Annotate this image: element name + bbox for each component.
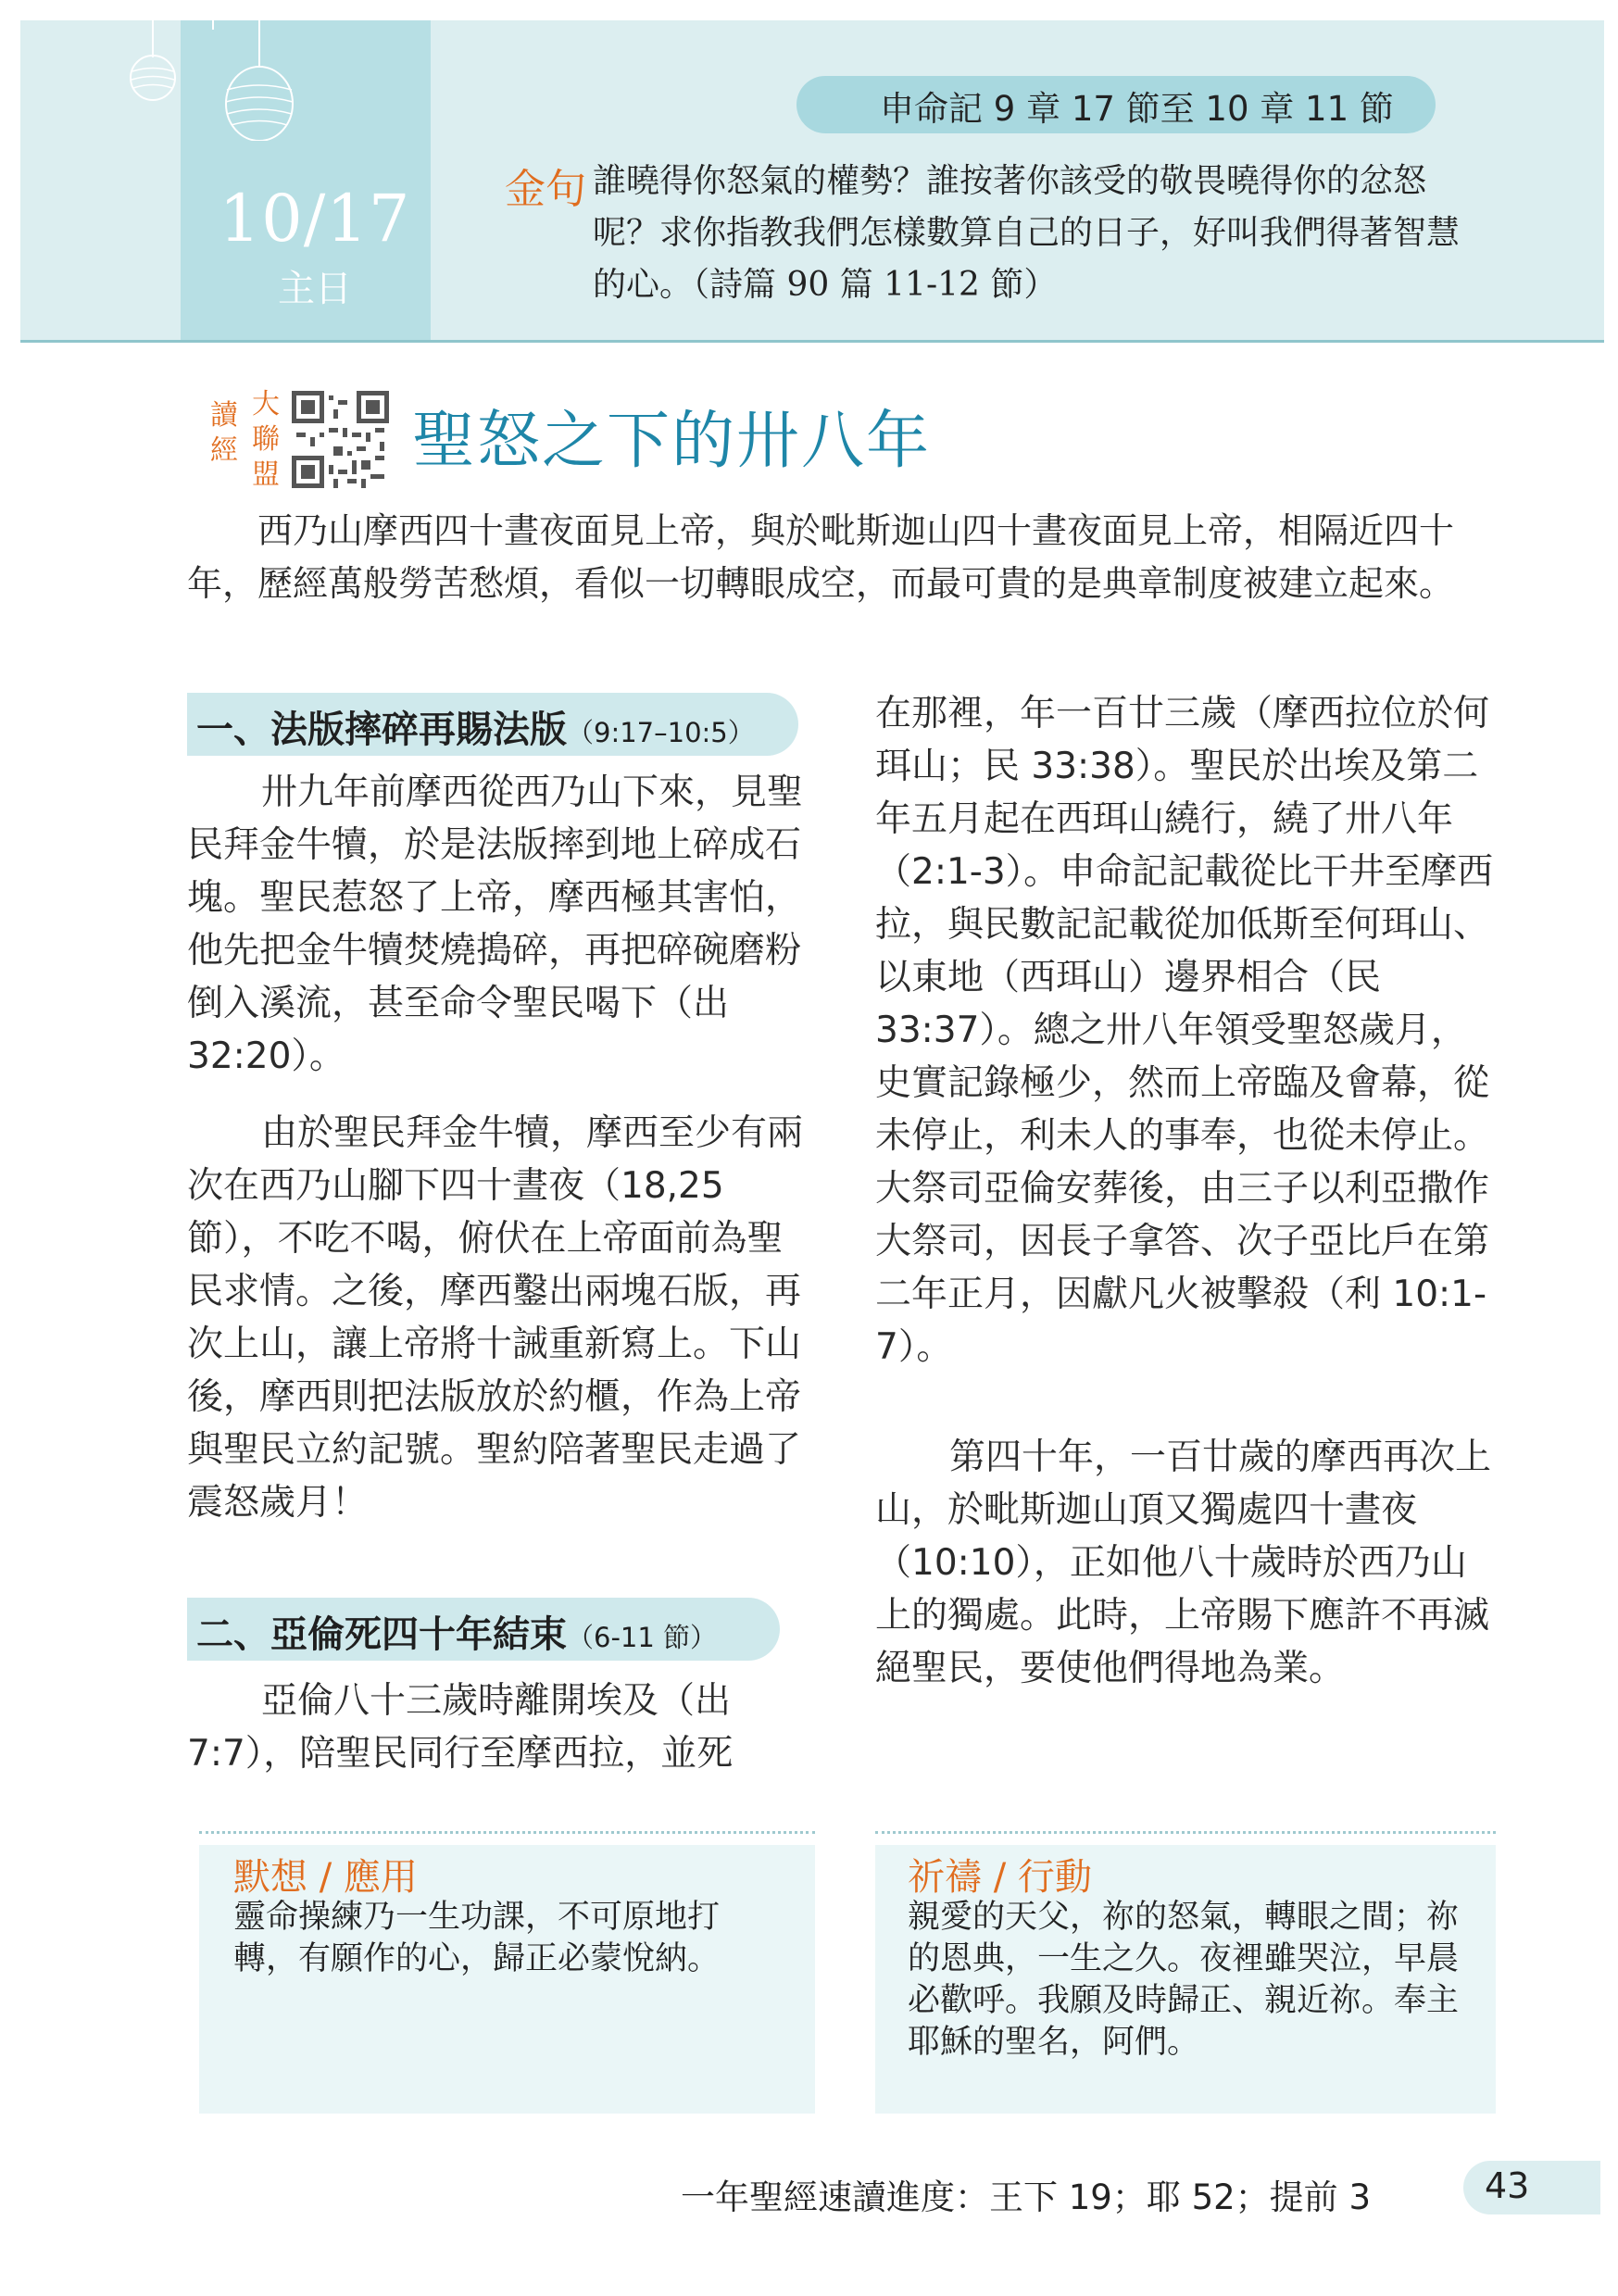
section2-paragraph-1-continued: 在那裡，年一百廿三歲（摩西拉位於何珥山；民 33:38）。聖民於出埃及第二年五月起在西珥山繞行，繞了卅八年（2:1-3）。申命記記載從比干井至摩西拉，與民數記記載從加低斯至何珥山、以東地（西珥山）邊界相合（民 33:37）。總之卅八年領受聖怒歲月，史實記錄極少，然而上帝臨及會幕，從未停止，利未人的事奉，也從未停止。大祭司亞倫安葬後，由三子以利亞撒作大祭司，因長子拿答、次子亞比戶在第二年正月，因獻凡火被擊殺（利 10:1-7）。 bbox=[875, 693, 1494, 1368]
section1-ref: （9:17–10:5） bbox=[567, 717, 755, 748]
section2-paragraph-2: 第四十年，一百廿歲的摩西再次上山，於毗斯迦山頂又獨處四十晝夜（10:10），正如他八十歲時於西乃山上的獨處。此時，上帝賜下應許不再滅絕聖民，要使他們得地為業。 bbox=[875, 1437, 1492, 1689]
day-label: 主日 bbox=[278, 268, 352, 310]
section2-paragraph-1-start: 亞倫八十三歲時離開埃及（出 7:7），陪聖民同行至摩西拉，並死 bbox=[187, 1680, 734, 1775]
side-label-league: 大聯盟 bbox=[252, 388, 280, 491]
qr-code-icon bbox=[292, 391, 389, 488]
prayer-text: 親愛的天父，祢的怒氣，轉眼之間；祢的恩典，一生之久。夜裡雖哭泣，早晨必歡呼。我願及時歸正、親近祢。奉主耶穌的聖名，阿們。 bbox=[908, 1899, 1460, 2061]
section2-title: 二、亞倫死四十年結束（6-11 節） bbox=[196, 1613, 718, 1656]
section2-ref: （6-11 節） bbox=[567, 1622, 718, 1653]
prayer-title: 祈禱 / 行動 bbox=[908, 1856, 1092, 1899]
intro-paragraph: 西乃山摩西四十晝夜面見上帝，與於毗斯迦山四十晝夜面見上帝，相隔近四十年，歷經萬般勞苦愁煩，看似一切轉眼成空，而最可貴的是典章制度被建立起來。 bbox=[187, 510, 1455, 604]
page-number: 43 bbox=[1485, 2165, 1530, 2206]
lantern-decoration-icon bbox=[130, 20, 333, 141]
prayer-divider bbox=[875, 1831, 1496, 1834]
meditation-text: 靈命操練乃一生功課，不可原地打轉，有願作的心，歸正必蒙悅納。 bbox=[233, 1899, 721, 1977]
side-label-read: 讀經 bbox=[210, 399, 238, 467]
page-title: 聖怒之下的卅八年 bbox=[412, 405, 932, 478]
section1-paragraph-1: 卅九年前摩西從西乃山下來，見聖民拜金牛犢，於是法版摔到地上碎成石塊。聖民惹怒了上帝，摩西極其害怕，他先把金牛犢焚燒搗碎，再把碎碗磨粉倒入溪流，甚至命令聖民喝下（出 32:20）。 bbox=[187, 772, 804, 1077]
meditation-title: 默想 / 應用 bbox=[233, 1856, 418, 1899]
date: 10/17 bbox=[219, 181, 411, 257]
section1-title: 一、法版摔碎再賜法版（9:17–10:5） bbox=[196, 709, 755, 751]
reading-progress: 一年聖經速讀進度：王下 19；耶 52；提前 3 bbox=[681, 2177, 1371, 2217]
meditation-divider bbox=[199, 1831, 815, 1834]
section1-paragraph-2: 由於聖民拜金牛犢，摩西至少有兩次在西乃山腳下四十晝夜（18,25 節），不吃不喝，俯伏在上帝面前為聖民求情。之後，摩西鑿出兩塊石版，再次上山，讓上帝將十誡重新寫上。下山後，摩西則把法版放於約櫃，作為上帝與聖民立約記號。聖約陪著聖民走過了震怒歲月！ bbox=[187, 1112, 804, 1524]
golden-verse: 誰曉得你怒氣的權勢？誰按著你該受的敬畏曉得你的忿怒呢？求你指教我們怎樣數算自己的日子，好叫我們得著智慧的心。（詩篇 90 篇 11-12 節） bbox=[593, 162, 1461, 304]
golden-verse-label: 金句 bbox=[505, 166, 586, 213]
scripture-ref: 申命記 9 章 17 節至 10 章 11 節 bbox=[880, 89, 1394, 129]
